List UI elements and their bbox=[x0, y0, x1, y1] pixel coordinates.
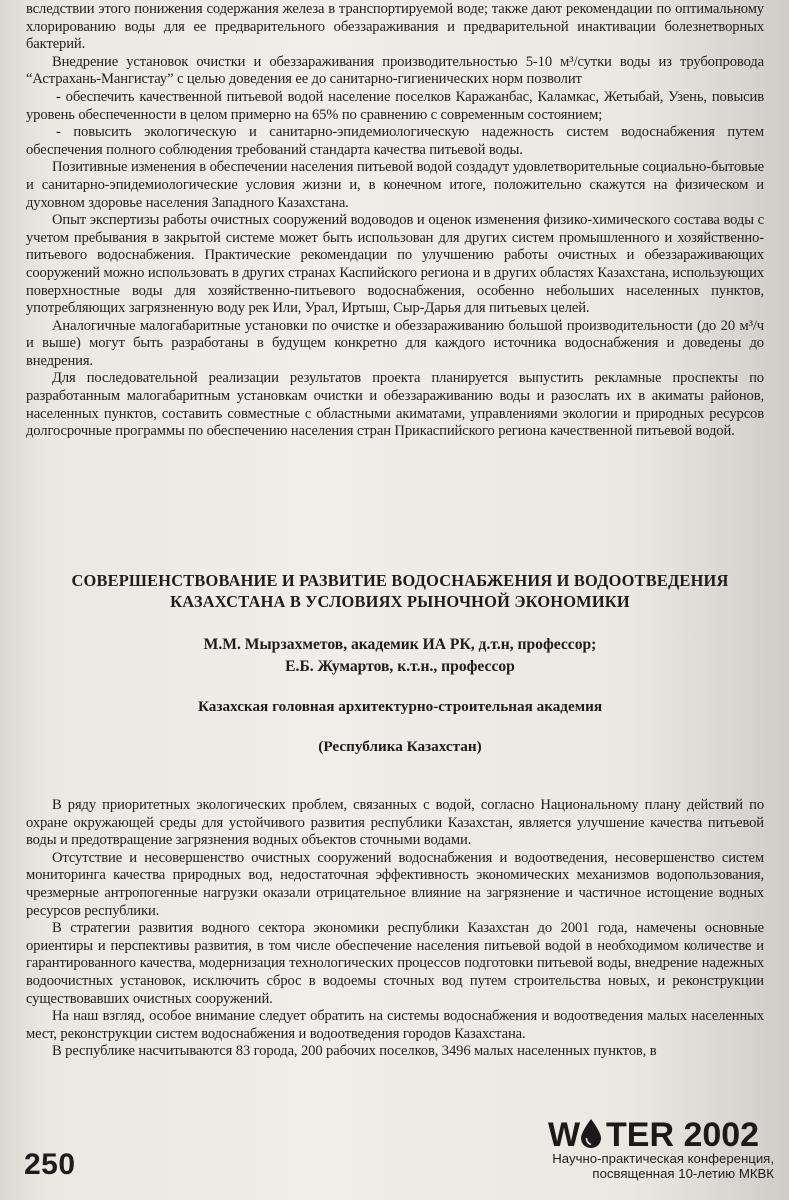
author-list bbox=[40, 634, 760, 678]
paragraph: Опыт экспертизы работы очистных сооружений водоводов и оценок изменения физико-химического состава воды с учетом пребывания в закрытой системе может быть использован для других систем промышленного и хозяйственно-питьевого водоснабжения. Практические рекомендации по улучшению работы очистных и обеззараживающих сооружений можно использовать в других странах Каспийского региона и в других областях Казахстана, использующих поверхностные воды для хозяйственно-питьевого водоснабжения, особенно небольших населенных пунктов, употребляющих загрязненную воду рек Или, Урал, Иртыш, Сыр-Дарья для питьевых целей. bbox=[26, 212, 764, 317]
institution: Казахская головная архитектурно-строительная академия bbox=[197, 698, 603, 715]
paragraph: Отсутствие и несовершенство очистных сооружений водоснабжения и водоотведения, несовершенство систем мониторинга качества природных вод, недостаточная эффективность экономических механизмов водопользования, чрезмерные антропогенные нагрузки оказали отрицательное влияние на загрязнение и частичное истощение водных ресурсов республики. bbox=[26, 849, 764, 919]
paragraph: Позитивные изменения в обеспечении населения питьевой водой создадут удовлетворительные социально-бытовые и санитарно-эпидемиологические условия жизни и, в конечном итоге, положительно скажутся на физическом и духовном здоровье населения Западного Казахстана. bbox=[26, 159, 764, 211]
author-line: М.М. Мырзахметов, академик ИА РК, д.т.н, профессор; bbox=[203, 636, 597, 653]
logo-text: TER 2002 bbox=[606, 1116, 760, 1151]
article-body bbox=[26, 797, 764, 1061]
logo-letter-w: W bbox=[548, 1116, 581, 1151]
paragraph: В стратегии развития водного сектора экономики республики Казахстан до 2001 года, намечены основные ориентиры и перспективы развития, в том числе обеспечение населения питьевой водой в необходимом количестве и гарантированного качества, модернизация технологических процессов подготовки питьевой воды, внедрение надежных водоочистных установок, исключить сброс в водоемы сточных вод путем строительства новых, и реконструкции существовавших очистных сооружений. bbox=[26, 920, 764, 1007]
list-item: - повысить экологическую и санитарно-эпидемиологическую надежность систем водоснабжения путем обеспечения полного соблюдения требований стандарта качества питьевой воды. bbox=[26, 124, 764, 158]
article-title-line: СОВЕРШЕНСТВОВАНИЕ И РАЗВИТИЕ ВОДОСНАБЖЕНИЯ И ВОДООТВЕДЕНИЯ bbox=[71, 571, 729, 590]
conference-line: посвященная 10-летию МКВК bbox=[592, 1165, 774, 1181]
article-title bbox=[40, 570, 760, 612]
paragraph: На наш взгляд, особое внимание следует обратить на системы водоснабжения и водоотведения малых населенных мест, реконструкции систем водоснабжения и водоотведения городов Казахстана. bbox=[26, 1008, 764, 1042]
previous-article-ending bbox=[26, 1, 764, 441]
country: (Республика Казахстан) bbox=[318, 738, 482, 755]
paragraph: В республике насчитываются 83 города, 200 рабочих поселков, 3496 малых населенных пунктов, в bbox=[52, 1043, 657, 1060]
paragraph: вследствии этого понижения содержания железа в транспортируемой воде; также дают рекомендации по оптимальному хлорированию воды для ее предварительного обеззараживания и предварительной инактивации болезнетворных бактерий. bbox=[26, 1, 764, 53]
paragraph: В ряду приоритетных экологических проблем, связанных с водой, согласно Национальному плану действий по охране окружающей среды для устойчивого развития республики Казахстан, является улучшение качества питьевой воды и предотвращение загрязнения водных объектов сточными водами. bbox=[26, 797, 764, 849]
page-number: 250 bbox=[24, 1148, 76, 1181]
conference-caption bbox=[484, 1152, 774, 1181]
conference-line: Научно-практическая конференция, bbox=[552, 1151, 774, 1166]
list-item: - обеспечить качественной питьевой водой население поселков Каражанбас, Каламкас, Жетыбай, Узень, повысив уровень обеспеченности в целом примерно на 65% по сравнению с современным состоянием; bbox=[26, 88, 764, 123]
water-2002-logo bbox=[548, 1115, 774, 1151]
paragraph: Для последовательной реализации результатов проекта планируется выпустить рекламные проспекты по разработанным малогабаритным установкам очистки и обеззараживанию воды и разослать их в акиматы районов, населенных пунктов, составить совместные с областными акиматами, управлениями экологии и природных ресурсов долгосрочные программы по обеспечению населения стран Прикаспийского региона качественной питьевой водой. bbox=[26, 370, 764, 440]
water-drop-icon bbox=[581, 1119, 601, 1148]
paragraph: Внедрение установок очистки и обеззараживания производительностью 5-10 м³/сутки воды из трубопровода “Астрахань-Мангистау” с целью доведения ее до санитарно-гигиенических норм позволит bbox=[26, 53, 764, 88]
paragraph: Аналогичные малогабаритные установки по очистке и обеззараживанию большой производительности (до 20 м³/ч и выше) могут быть разработаны в будущем конкретно для каждого источника водоснабжения и доведены до внедрения. bbox=[26, 317, 764, 369]
author-line: Е.Б. Жумартов, к.т.н., профессор bbox=[285, 658, 515, 675]
article-title-line: КАЗАХСТАНА В УСЛОВИЯХ РЫНОЧНОЙ ЭКОНОМИКИ bbox=[170, 592, 630, 611]
